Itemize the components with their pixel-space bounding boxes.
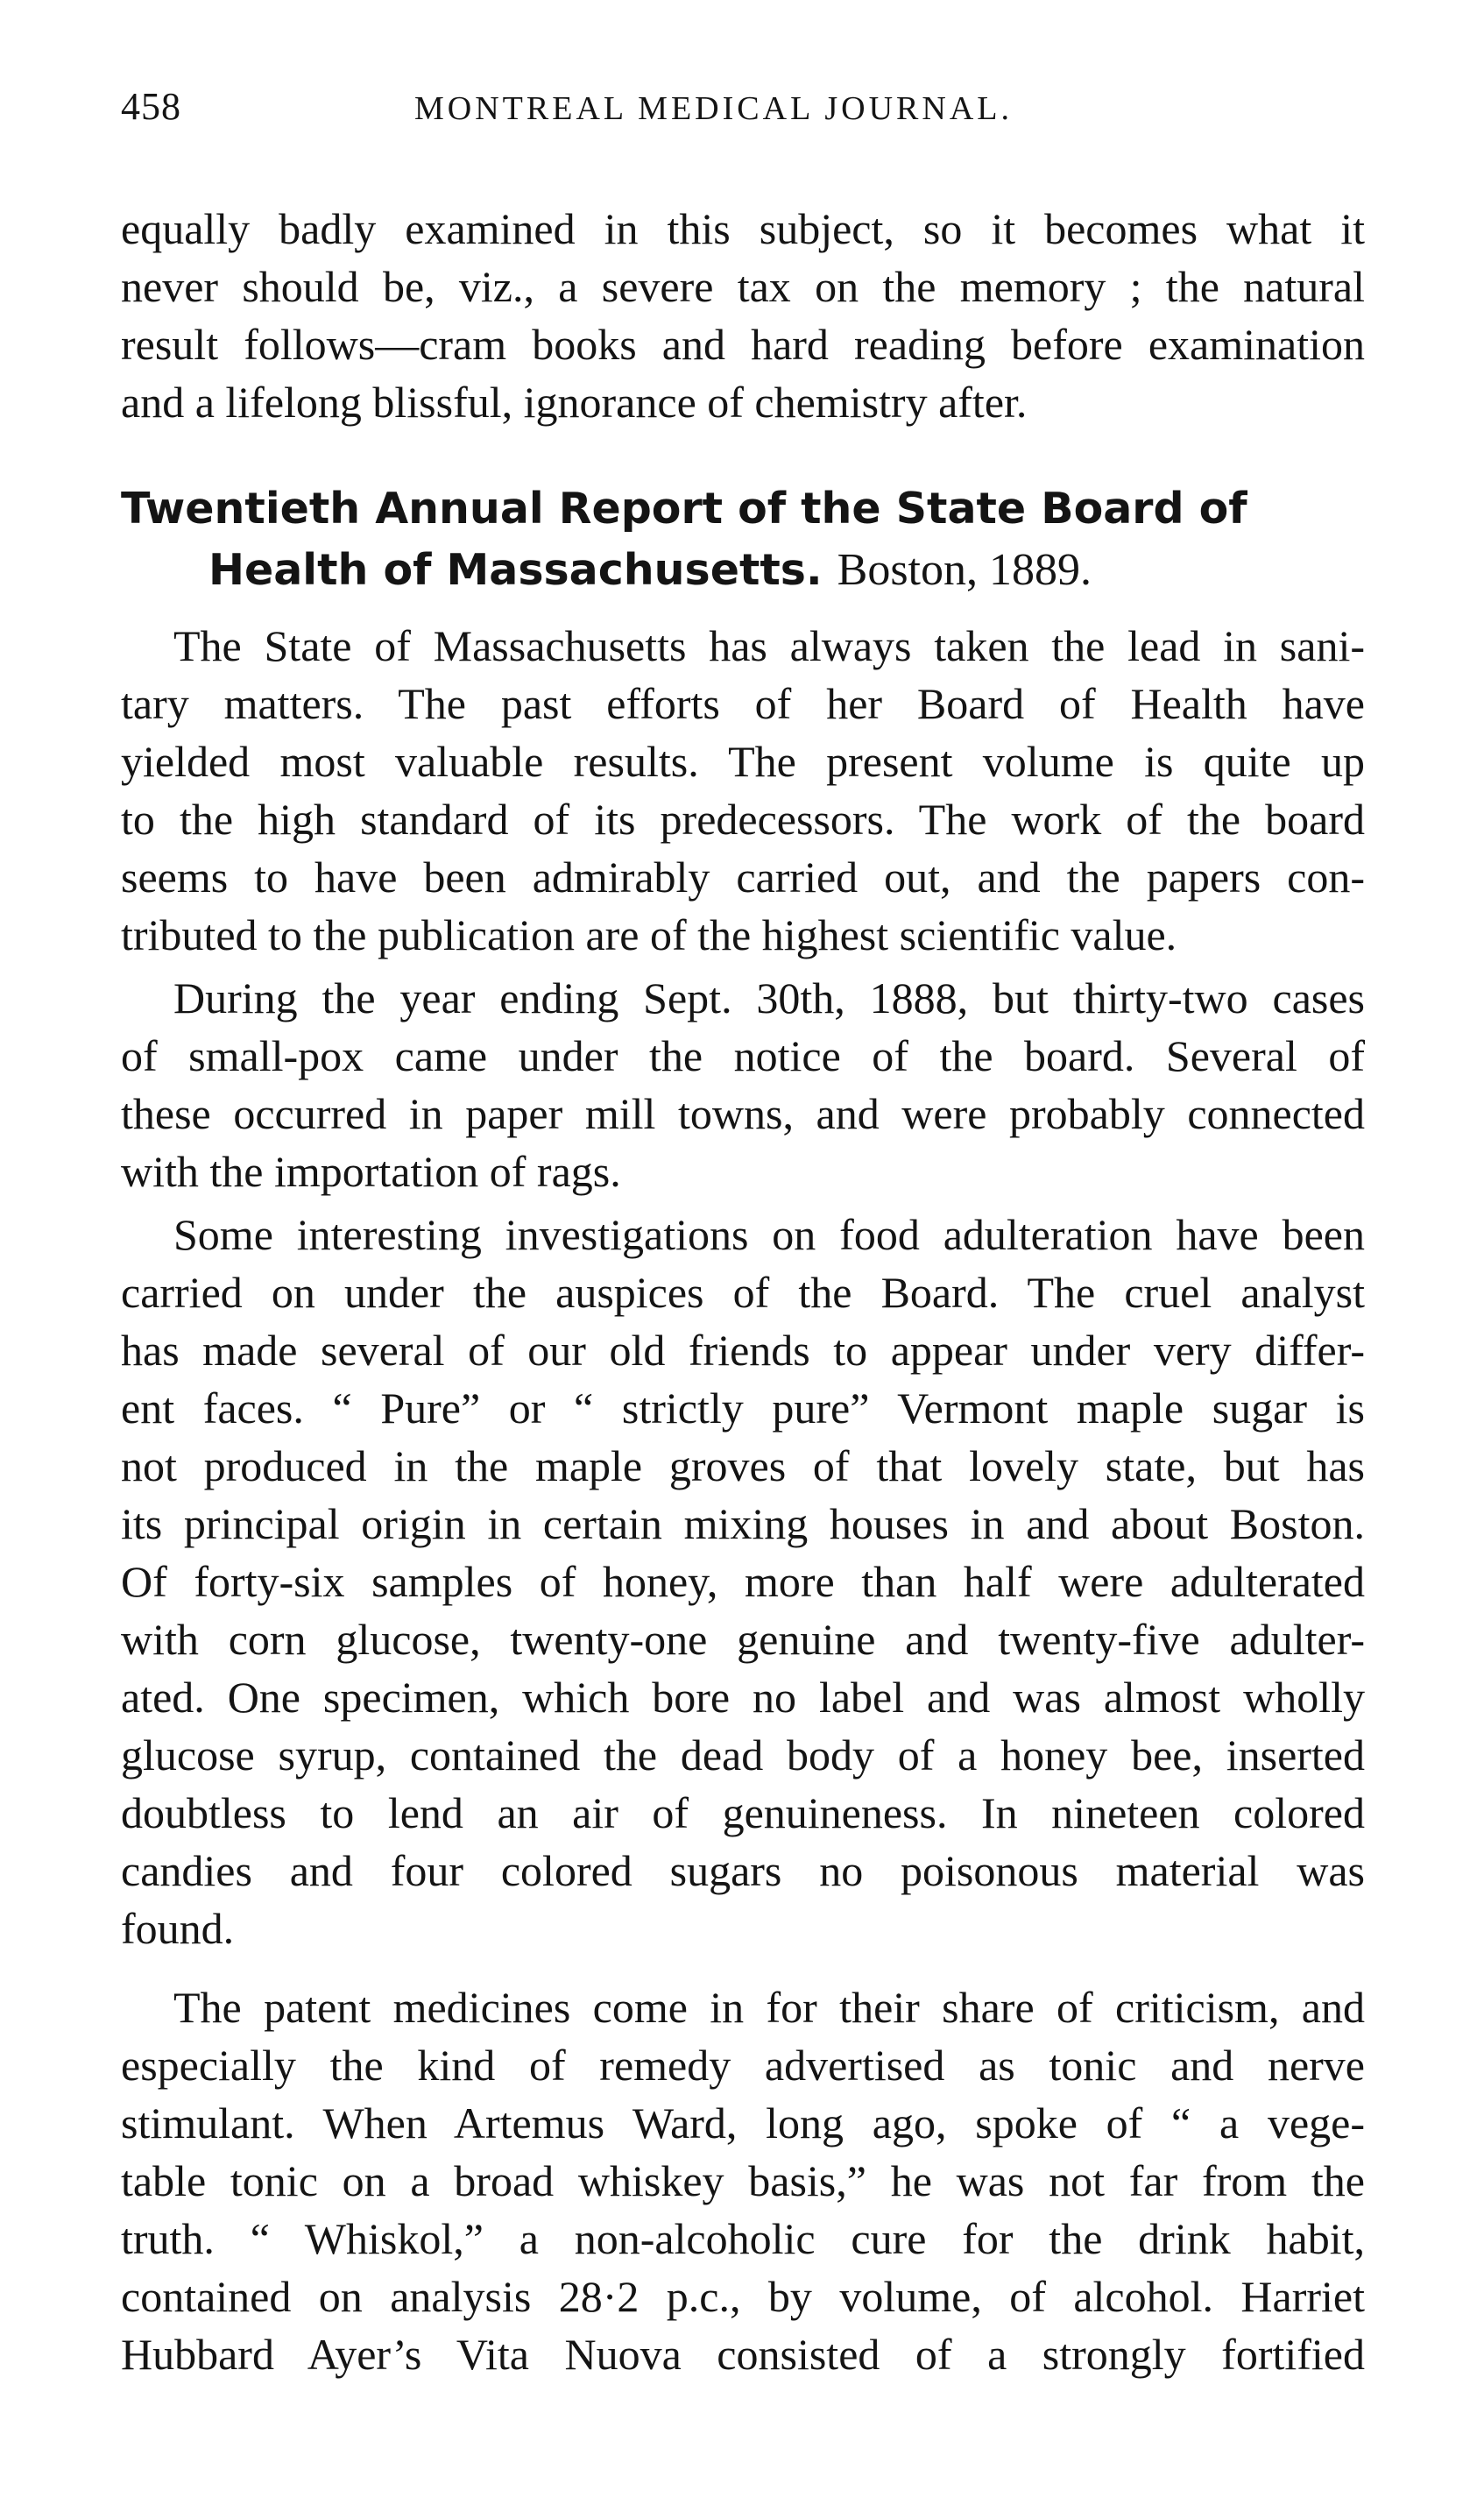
text-line: with corn glucose, twenty-one genuine and twenty-five adulter- — [121, 1615, 1365, 1664]
journal-page — [121, 84, 1365, 2383]
intro-paragraph — [121, 200, 1365, 431]
text-line: has made several of our old friends to appear under very differ- — [121, 1326, 1365, 1375]
text-line: these occurred in paper mill towns, and were probably connected — [121, 1089, 1365, 1138]
journal-title: MONTREAL MEDICAL JOURNAL. — [414, 90, 1013, 127]
text-line: equally badly examined in this subject, so it becomes what it — [121, 204, 1365, 253]
text-line: ent faces. “ Pure” or “ strictly pure” Vermont maple sugar is — [121, 1383, 1365, 1433]
text-line: The State of Massachusetts has always taken the lead in sani- — [173, 621, 1365, 670]
text-line: glucose syrup, contained the dead body of a honey bee, inserted — [121, 1730, 1365, 1780]
text-line: Some interesting investigations on food adulteration have been — [173, 1210, 1365, 1259]
text-line: with the importation of rags. — [121, 1147, 621, 1196]
text-line: table tonic on a broad whiskey basis,” he was not far from the — [121, 2156, 1365, 2205]
section-heading — [121, 478, 1365, 601]
text-line: found. — [121, 1904, 235, 1953]
text-line: to the high standard of its predecessors. The work of the board — [121, 795, 1365, 844]
text-line: and a lifelong blissful, ignorance of chemistry after. — [121, 378, 1028, 427]
text-line: ated. One specimen, which bore no label and was almost wholly — [121, 1673, 1365, 1722]
text-line: contained on analysis 28·2 p.c., by volume, of alcohol. Harriet — [121, 2272, 1365, 2321]
text-line: tary matters. The past efforts of her Board of Health have — [121, 679, 1365, 728]
text-line: candies and four colored sugars no poisonous material was — [121, 1846, 1365, 1895]
heading-title-end: Health of Massachusetts. — [208, 545, 823, 595]
text-line: During the year ending Sept. 30th, 1888, but thirty-two cases — [173, 973, 1365, 1022]
text-line: especially the kind of remedy advertised as tonic and nerve — [121, 2041, 1365, 2090]
paragraph-sanitary — [121, 617, 1365, 964]
text-line: Hubbard Ayer’s Vita Nuova consisted of a strongly fortified — [121, 2330, 1365, 2379]
text-line: The patent medicines come in for their share of criticism, and — [173, 1983, 1365, 2032]
running-head — [121, 84, 1365, 145]
paragraph-food-adulteration — [121, 1206, 1365, 1957]
text-line: Of forty-six samples of honey, more than half were adulterated — [121, 1557, 1365, 1606]
paragraph-patent-medicines — [121, 1978, 1365, 2383]
text-line: truth. “ Whiskol,” a non-alcoholic cure for the drink habit, — [121, 2214, 1365, 2263]
paragraph-small-pox — [121, 969, 1365, 1200]
text-line: seems to have been admirably carried out, and the papers con- — [121, 853, 1365, 902]
text-line: doubtless to lend an air of genuineness. In nineteen colored — [121, 1788, 1365, 1837]
text-line: never should be, viz., a severe tax on the memory ; the natural — [121, 262, 1365, 311]
text-line: stimulant. When Artemus Ward, long ago, spoke of “ a vege- — [121, 2098, 1365, 2148]
text-line: its principal origin in certain mixing houses in and about Boston. — [121, 1499, 1365, 1548]
heading-place-date: Boston, 1889. — [837, 545, 1092, 595]
text-line: not produced in the maple groves of that lovely state, but has — [121, 1441, 1365, 1490]
page-number: 458 — [121, 85, 181, 128]
heading-line: Twentieth Annual Report of the State Board of — [121, 484, 1247, 534]
text-line: tributed to the publication are of the highest scientific value. — [121, 910, 1177, 959]
heading-line — [121, 540, 1365, 601]
text-line: result follows—cram books and hard reading before examination — [121, 320, 1365, 369]
text-line: of small-pox came under the notice of the board. Several of — [121, 1031, 1365, 1080]
text-line: carried on under the auspices of the Board. The cruel analyst — [121, 1268, 1365, 1317]
text-line: yielded most valuable results. The present volume is quite up — [121, 737, 1365, 786]
